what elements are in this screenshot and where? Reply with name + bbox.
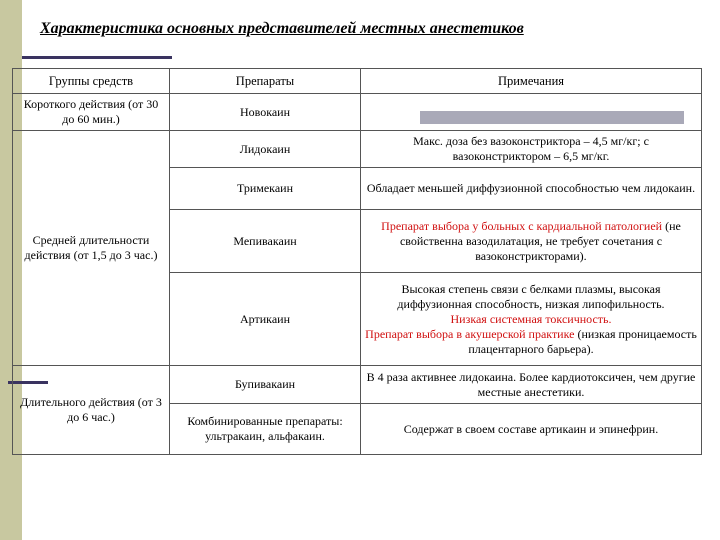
- decorative-line-top: [22, 56, 172, 59]
- header-notes: Примечания: [360, 68, 702, 94]
- drug-bupivacaine: Бупивакаин: [169, 365, 361, 404]
- note-articaine-obstetric: Препарат выбора в акушерской практике: [365, 326, 575, 341]
- note-articaine-part4: (низкая проницаемость плацентарного барьера).: [468, 326, 697, 356]
- note-novocaine: [360, 93, 702, 131]
- drug-mepivacaine: Мепивакаин: [169, 209, 361, 273]
- note-articaine: [360, 272, 702, 366]
- note-mepivacaine-highlight: Препарат выбора у больных с кардиальной патологией: [381, 218, 663, 233]
- group-medium: Средней длительности действия (от 1,5 до 3 час.): [12, 130, 170, 366]
- note-bupivacaine: В 4 раза активнее лидокаина. Более кардиотоксичен, чем другие местные анестетики.: [360, 365, 702, 404]
- note-articaine-toxicity: Низкая системная токсичность.: [450, 311, 612, 326]
- group-long: Длительного действия (от 3 до 6 час.): [12, 365, 170, 455]
- drug-novocaine: Новокаин: [169, 93, 361, 131]
- note-mepivacaine-rest: (не свойственна вазодилатация, не требует сочетания с вазоконстрикторами).: [399, 218, 681, 263]
- header-drugs: Препараты: [169, 68, 361, 94]
- note-combined: Содержат в своем составе артикаин и эпинефрин.: [360, 403, 702, 455]
- note-mepivacaine: [360, 209, 702, 273]
- drug-trimecaine: Тримекаин: [169, 167, 361, 210]
- note-trimecaine: Обладает меньшей диффузионной способностью чем лидокаин.: [360, 167, 702, 210]
- group-short: Короткого действия (от 30 до 60 мин.): [12, 93, 170, 131]
- drug-lidocaine: Лидокаин: [169, 130, 361, 168]
- header-groups: Группы средств: [12, 68, 170, 94]
- drug-articaine: Артикаин: [169, 272, 361, 366]
- note-lidocaine: Макс. доза без вазоконстриктора – 4,5 мг/кг; с вазоконстриктором – 6,5 мг/кг.: [360, 130, 702, 168]
- page-title: Характеристика основных представителей местных анестетиков: [40, 20, 524, 37]
- note-articaine-part1: Высокая степень связи с белками плазмы, высокая диффузионная способность, низкая липофильность.: [397, 281, 665, 311]
- drug-combined: Комбинированные препараты: ультракаин, альфакаин.: [169, 403, 361, 455]
